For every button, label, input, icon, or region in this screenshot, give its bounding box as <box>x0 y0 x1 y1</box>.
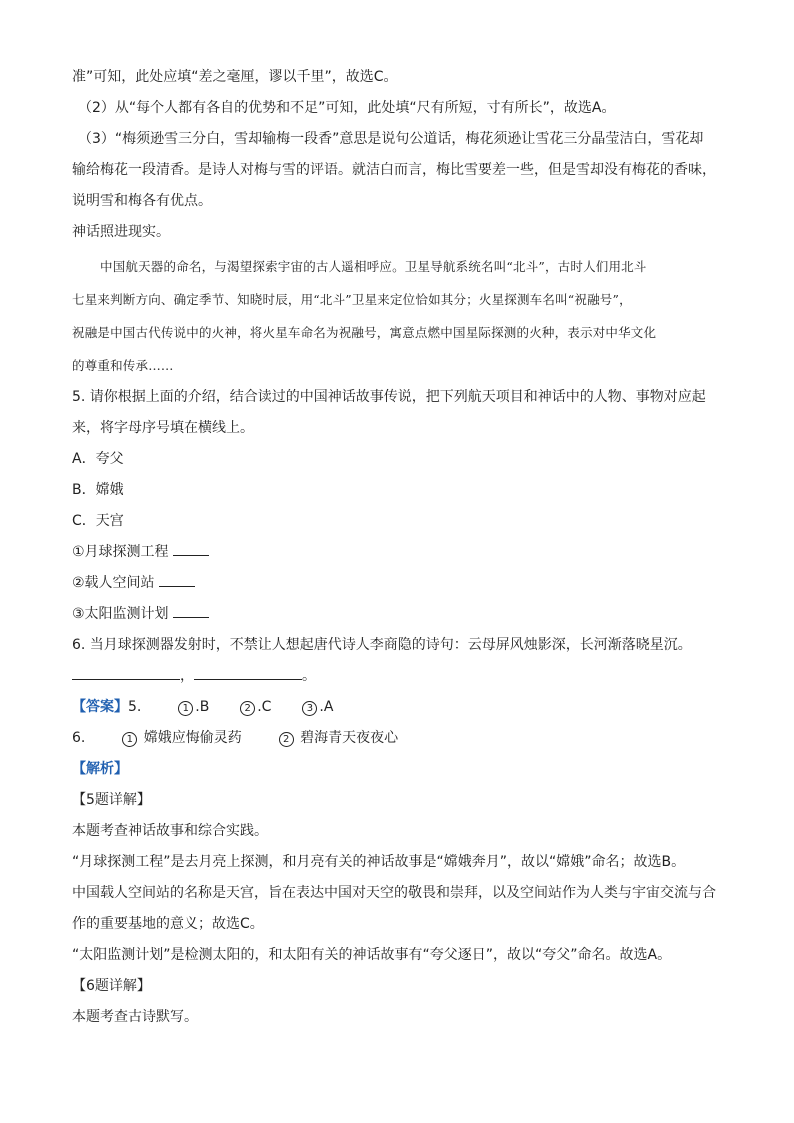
question-5-prompt: 5. 请你根据上面的介绍，结合读过的中国神话故事传说，把下列航天项目和神话中的人物、事物对应起 <box>72 389 706 405</box>
text-line: 中国载人空间站的名称是天宫，旨在表达中国对天空的敬畏和崇拜，以及空间站作为人类与宇宙交流与合 <box>72 885 716 901</box>
circled-number: 1 <box>178 701 193 716</box>
answer-value: .C <box>257 699 272 715</box>
option-a: A．夸父 <box>72 451 124 467</box>
text-line: “太阳监测计划”是检测太阳的，和太阳有关的神话故事有“夸父逐日”，故以“夸父”命名。故选A。 <box>72 947 672 963</box>
match-item-3 <box>72 599 734 630</box>
answer-value: .A <box>319 699 334 715</box>
circled-number: 2 <box>240 701 255 716</box>
quote-line: 七星来判断方向、确定季节、知晓时辰，用“北斗”卫星来定位恰如其分；火星探测车名叫“祝融号”， <box>72 292 632 307</box>
option-b: B．嫦娥 <box>72 482 124 498</box>
text-line: “月球探测工程”是去月亮上探测，和月亮有关的神话故事是“嫦娥奔月”，故以“嫦娥”命名；故选B。 <box>72 854 686 870</box>
text-line: （2）从“每个人都有各自的优势和不足”可知，此处填“尺有所短，寸有所长”，故选A。 <box>78 100 616 116</box>
answer-blank[interactable] <box>194 665 302 680</box>
period: 。 <box>302 668 316 684</box>
answer-value: 嫦娥应悔偷灵药 <box>143 730 242 746</box>
comma: ， <box>180 668 194 684</box>
match-label: ③太阳监测计划 <box>72 606 169 622</box>
analysis-tag: 【解析】 <box>72 761 128 777</box>
text-line: 准”可知，此处应填“差之毫厘，谬以千里”，故选C。 <box>72 69 398 85</box>
quoted-passage <box>72 248 734 382</box>
text-line: （3）“梅须逊雪三分白，雪却输梅一段香”意思是说句公道话，梅花须逊让雪花三分晶莹洁白，雪花却 <box>78 131 704 147</box>
circled-number: 3 <box>302 701 317 716</box>
match-label: ①月球探测工程 <box>72 544 169 560</box>
answer-number: 6. <box>72 730 86 746</box>
text-line: 神话照进现实。 <box>72 224 170 240</box>
answer-tag: 【答案】 <box>72 699 128 715</box>
match-label: ②载人空间站 <box>72 575 155 591</box>
quote-line: 祝融是中国古代传说中的火神，将火星车命名为祝融号，寓意点燃中国星际探测的火种，表示对中华文化 <box>72 325 657 340</box>
answer-line-5 <box>72 692 734 723</box>
option-c: C．天宫 <box>72 513 124 529</box>
question-6-prompt: 6. 当月球探测器发射时，不禁让人想起唐代诗人李商隐的诗句：云母屏风烛影深，长河渐落晓星沉。 <box>72 637 692 653</box>
text-line: 本题考查神话故事和综合实践。 <box>72 823 268 839</box>
quote-line: 的尊重和传承…… <box>72 358 174 373</box>
answer-value: 碧海青天夜夜心 <box>300 730 399 746</box>
section-heading: 【6题详解】 <box>72 978 151 994</box>
answer-line-6 <box>72 723 734 754</box>
text-line: 作的重要基地的意义；故选C。 <box>72 916 264 932</box>
answer-value: .B <box>195 699 210 715</box>
answer-blank[interactable] <box>72 665 180 680</box>
answer-blank[interactable] <box>159 572 195 587</box>
text-line: 本题考查古诗默写。 <box>72 1009 198 1025</box>
question-5-prompt: 来，将字母序号填在横线上。 <box>72 420 254 436</box>
answer-blank[interactable] <box>173 603 209 618</box>
match-item-2 <box>72 568 734 599</box>
circled-number: 1 <box>122 732 137 747</box>
text-line: 输给梅花一段清香。是诗人对梅与雪的评语。就洁白而言，梅比雪要差一些，但是雪却没有梅花的香味， <box>72 162 716 178</box>
section-heading: 【5题详解】 <box>72 792 151 808</box>
question-6-blanks <box>72 661 734 692</box>
answer-blank[interactable] <box>173 541 209 556</box>
match-item-1 <box>72 537 734 568</box>
text-line: 说明雪和梅各有优点。 <box>72 193 212 209</box>
quote-line: 中国航天器的命名，与渴望探索宇宙的古人遥相呼应。卫星导航系统名叫“北斗”，古时人们用北斗 <box>100 259 647 274</box>
circled-number: 2 <box>279 732 294 747</box>
answer-number: 5. <box>128 699 142 715</box>
